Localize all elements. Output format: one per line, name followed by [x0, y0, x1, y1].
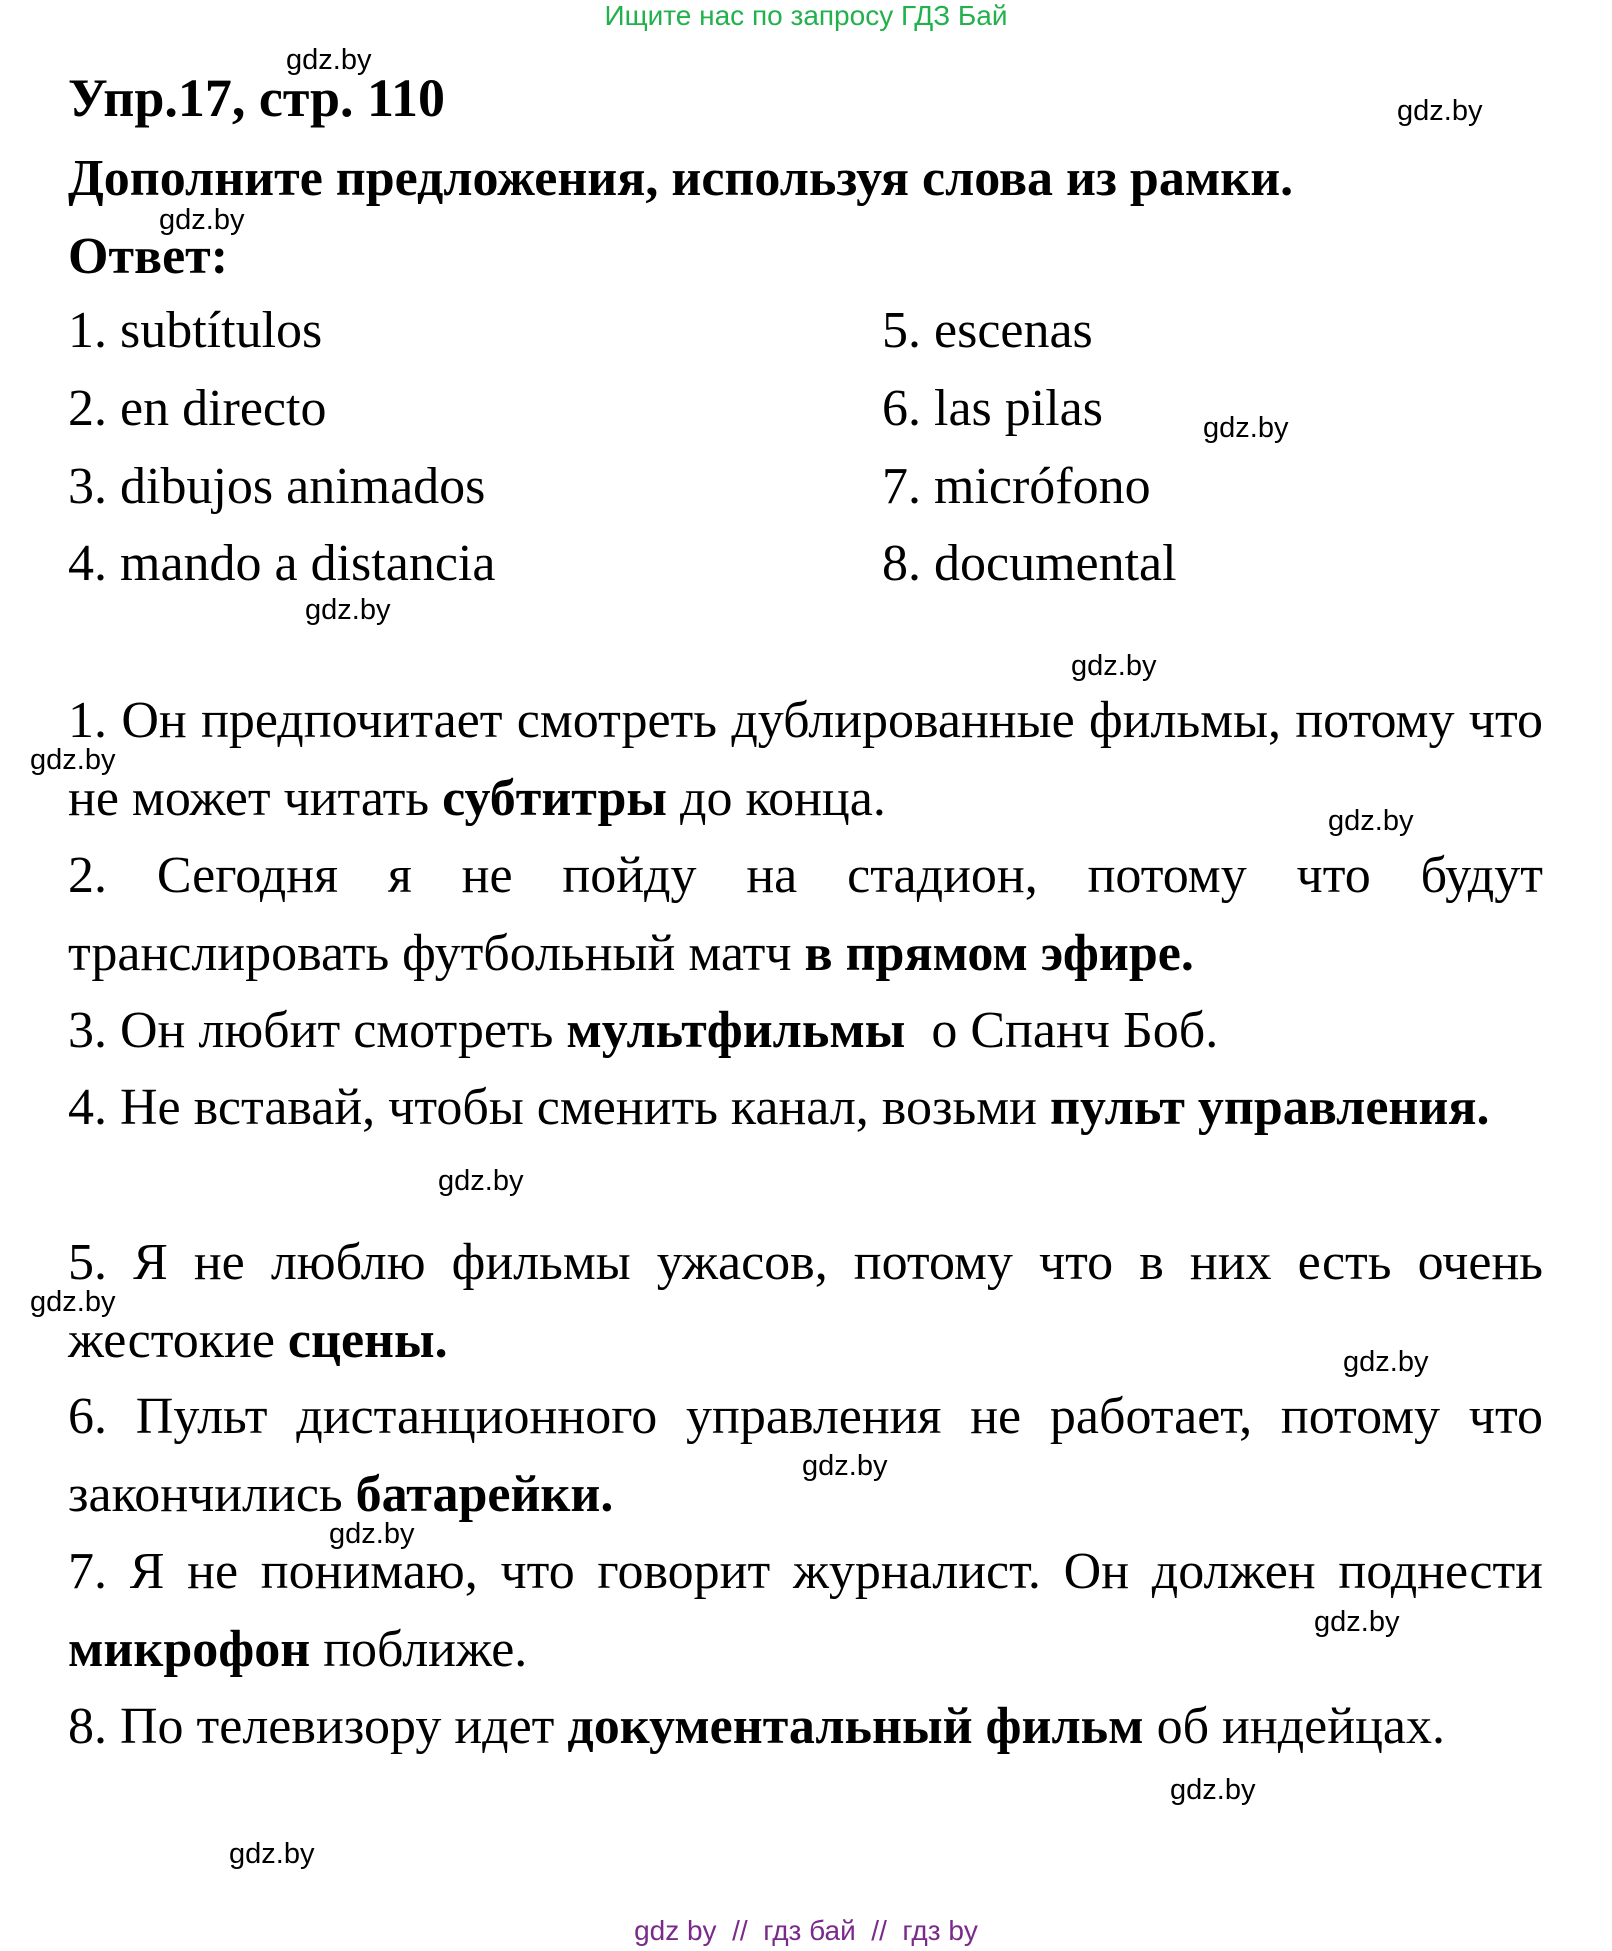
watermark: gdz.by — [1397, 95, 1483, 127]
sentence-text: об индейцах. — [1143, 1698, 1445, 1755]
sentence-answer: батарейки. — [355, 1465, 614, 1523]
sentence-5 — [68, 1224, 1543, 1379]
watermark: gdz.by — [1314, 1606, 1400, 1638]
sentence-text: поближе. — [310, 1620, 528, 1678]
sentence-text: 5. Я не люблю фильмы ужасов, потому что в них есть очень жестокие — [68, 1234, 1543, 1369]
answer-item: 4. mando a distancia — [68, 535, 496, 592]
watermark: gdz.by — [1328, 805, 1414, 837]
page-title: Упр.17, стр. 110 — [68, 68, 446, 128]
sentence-text: 1. Он предпочитает смотреть дублированные фильмы, потому что не может читать — [68, 692, 1543, 827]
sentence-8 — [68, 1688, 1543, 1766]
sentence-1 — [68, 682, 1543, 837]
watermark: gdz.by — [1343, 1346, 1429, 1378]
watermark: gdz.by — [329, 1518, 415, 1550]
watermark: gdz.by — [1203, 412, 1289, 444]
sentence-text: о Спанч Боб. — [905, 1002, 1219, 1059]
sentence-answer: субтитры — [442, 769, 668, 827]
answer-item: 1. subtítulos — [68, 302, 323, 359]
sentence-text: 2. Сегодня я не пойду на стадион, потому что будут транслировать футбольный матч — [68, 847, 1543, 982]
sentence-3 — [68, 992, 1543, 1070]
sentence-answer: пульт управления. — [1049, 1079, 1490, 1136]
sentence-text: 4. Не вставай, чтобы сменить канал, возьми — [68, 1079, 1050, 1136]
answer-item: 5. escenas — [882, 302, 1093, 359]
watermark: gdz.by — [229, 1838, 315, 1870]
sentence-text: 8. По телевизору идет — [68, 1698, 568, 1755]
watermark: gdz.by — [30, 744, 116, 776]
watermark: gdz.by — [30, 1286, 116, 1318]
watermark: gdz.by — [286, 44, 372, 76]
sentence-answer: мультфильмы — [566, 1002, 906, 1059]
sentence-text: 7. Я не понимаю, что говорит журналист. Он должен поднести — [68, 1543, 1543, 1600]
watermark: gdz.by — [1071, 650, 1157, 682]
footer-links[interactable]: gdz by // гдз бай // гдз by — [634, 1915, 978, 1946]
watermark: gdz.by — [305, 594, 391, 626]
answer-item: 8. documental — [882, 535, 1177, 592]
watermark: gdz.by — [802, 1450, 888, 1482]
answer-item: 7. micrófono — [882, 458, 1151, 515]
top-banner[interactable]: Ищите нас по запросу ГДЗ Бай — [604, 0, 1008, 31]
sentence-answer: сцены. — [287, 1311, 448, 1369]
answer-item: 6. las pilas — [882, 380, 1103, 437]
answer-item: 3. dibujos animados — [68, 458, 486, 515]
sentence-2 — [68, 837, 1543, 992]
sentence-text: до конца. — [667, 769, 886, 827]
sentence-text: 6. Пульт дистанционного управления не работает, потому что закончились — [68, 1388, 1543, 1523]
watermark: gdz.by — [1170, 1774, 1256, 1806]
sentence-answer: микрофон — [68, 1620, 311, 1678]
watermark: gdz.by — [438, 1165, 524, 1197]
task-instruction: Дополните предложения, используя слова из рамки. — [68, 150, 1294, 207]
sentence-4 — [68, 1069, 1543, 1147]
sentence-answer: в прямом эфире. — [804, 924, 1194, 982]
watermark: gdz.by — [159, 204, 245, 236]
sentence-text: 3. Он любит смотреть — [68, 1002, 567, 1059]
answer-label: Ответ: — [68, 228, 229, 285]
sentence-answer: документальный фильм — [567, 1698, 1144, 1755]
answer-item: 2. en directo — [68, 380, 327, 437]
